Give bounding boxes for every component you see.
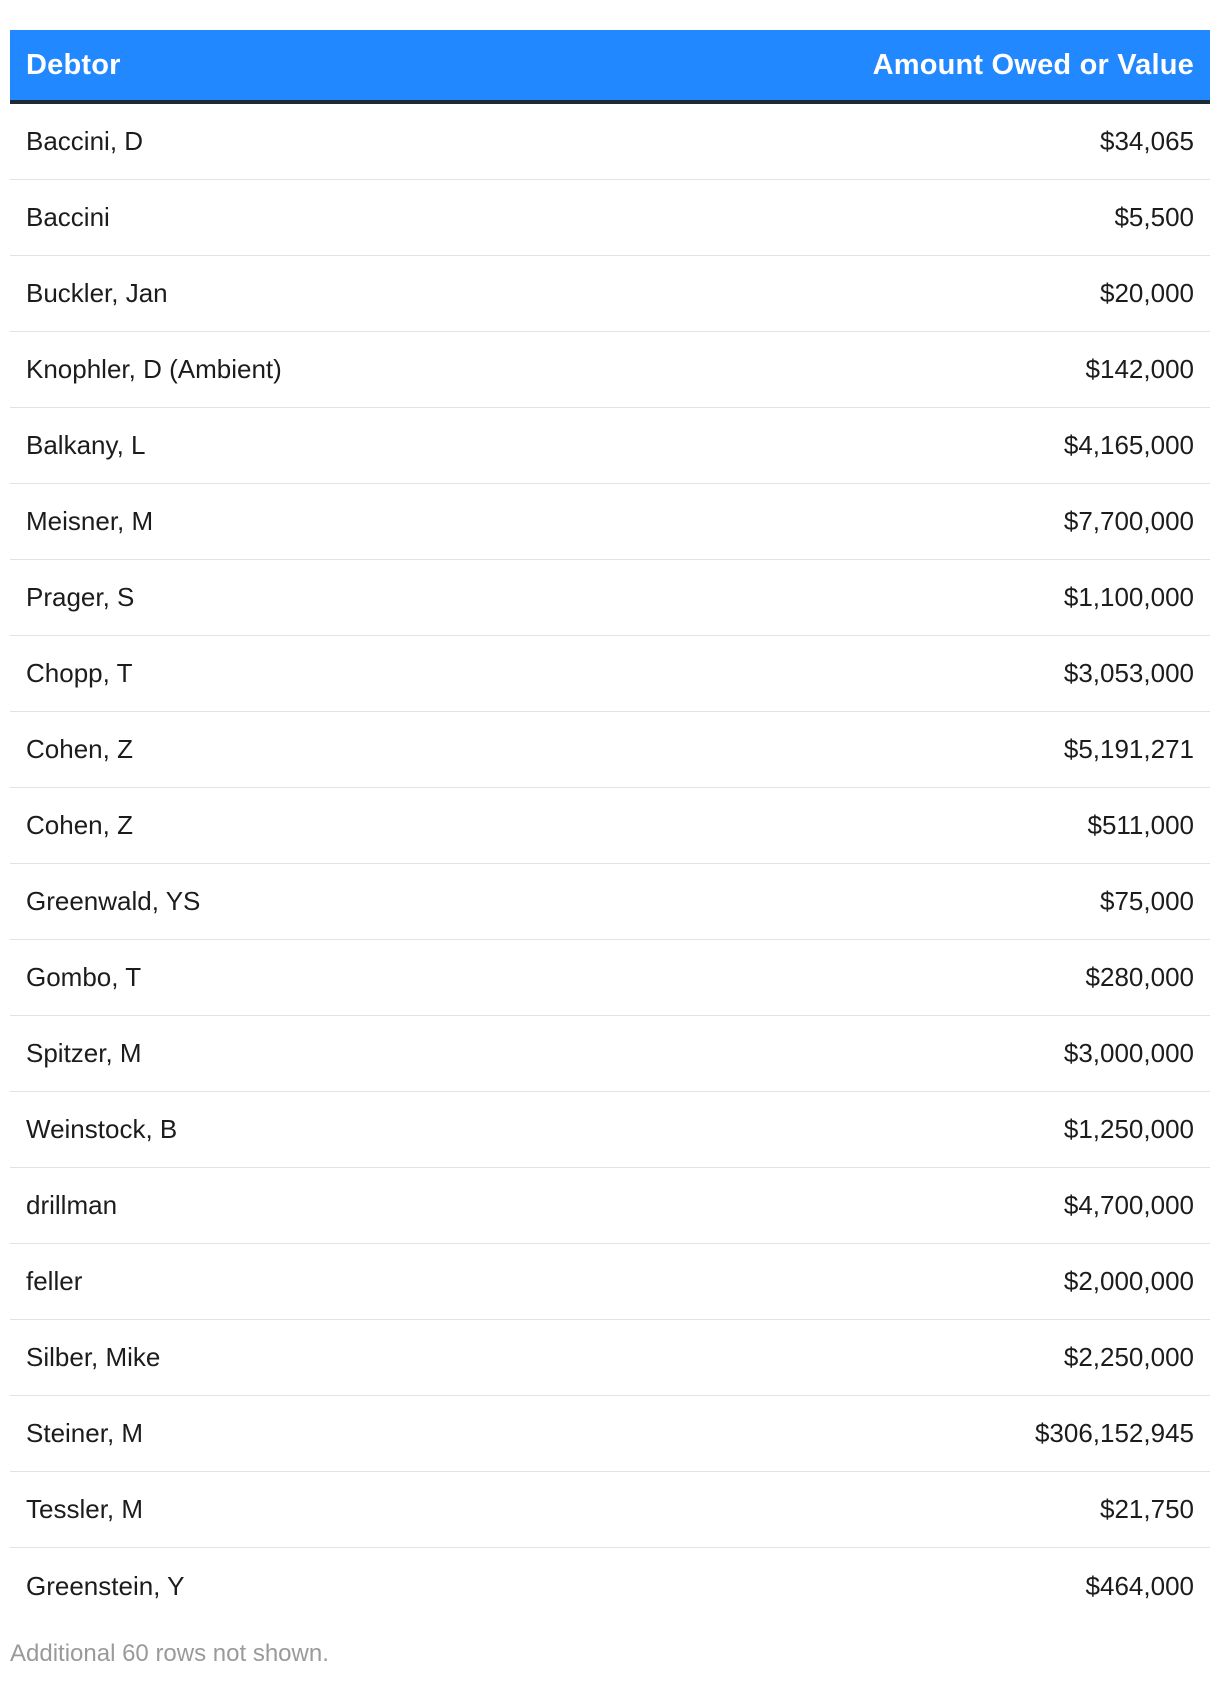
amount-cell: $7,700,000 — [1063, 506, 1194, 536]
amount-cell: $34,065 — [1100, 126, 1194, 156]
table-row — [10, 180, 1210, 256]
debtor-cell: Spitzer, M — [26, 1038, 142, 1068]
amount-cell: $142,000 — [1085, 354, 1194, 384]
amount-cell: $1,250,000 — [1063, 1114, 1194, 1144]
amount-cell: $75,000 — [1100, 886, 1194, 916]
table-row — [10, 940, 1210, 1016]
amount-cell: $5,500 — [1114, 202, 1194, 232]
table-row — [10, 484, 1210, 560]
table-row — [10, 1396, 1210, 1472]
rows-not-shown-note: Additional 60 rows not shown. — [10, 1640, 329, 1667]
amount-cell: $511,000 — [1087, 810, 1194, 840]
table-row — [10, 636, 1210, 712]
debtor-cell: Chopp, T — [26, 658, 133, 688]
table-row — [10, 864, 1210, 940]
amount-cell: $20,000 — [1100, 278, 1194, 308]
debtor-cell: Silber, Mike — [26, 1342, 161, 1372]
debtor-cell: Greenwald, YS — [26, 886, 201, 916]
amount-cell: $4,165,000 — [1063, 430, 1194, 460]
debtor-cell: Weinstock, B — [26, 1114, 178, 1144]
table-row — [10, 1472, 1210, 1548]
debtor-cell: feller — [26, 1266, 83, 1296]
debtor-cell: drillman — [26, 1190, 118, 1220]
table-row — [10, 1168, 1210, 1244]
table-row — [10, 256, 1210, 332]
table-row — [10, 408, 1210, 484]
debtor-cell: Baccini, D — [26, 126, 144, 156]
amount-cell: $306,152,945 — [1034, 1418, 1194, 1448]
amount-cell: $2,000,000 — [1063, 1266, 1194, 1296]
amount-cell: $3,000,000 — [1063, 1038, 1194, 1068]
table-row — [10, 1092, 1210, 1168]
amount-cell: $4,700,000 — [1063, 1190, 1194, 1220]
debtor-cell: Prager, S — [26, 582, 135, 612]
table-row — [10, 1016, 1210, 1092]
amount-cell: $21,750 — [1100, 1494, 1194, 1524]
debtor-table — [10, 30, 1210, 1624]
debtor-cell: Gombo, T — [26, 962, 142, 992]
amount-cell: $5,191,271 — [1063, 734, 1194, 764]
debtor-cell: Balkany, L — [26, 430, 146, 460]
amount-cell: $1,100,000 — [1063, 582, 1194, 612]
table-row — [10, 332, 1210, 408]
table-row — [10, 1320, 1210, 1396]
amount-cell: $2,250,000 — [1063, 1342, 1194, 1372]
table-row — [10, 1244, 1210, 1320]
debtor-cell: Meisner, M — [26, 506, 154, 536]
table-body — [10, 104, 1210, 1624]
column-header-amount[interactable]: Amount Owed or Value — [872, 48, 1194, 81]
table-row — [10, 712, 1210, 788]
amount-cell: $464,000 — [1085, 1570, 1194, 1601]
amount-cell: $3,053,000 — [1063, 658, 1194, 688]
table-row — [10, 560, 1210, 636]
debtor-cell: Steiner, M — [26, 1418, 144, 1448]
debtor-cell: Tessler, M — [26, 1494, 144, 1524]
debtor-cell: Cohen, Z — [26, 734, 133, 764]
amount-cell: $280,000 — [1085, 962, 1194, 992]
debtor-cell: Baccini — [26, 202, 110, 232]
debtor-cell: Buckler, Jan — [26, 278, 168, 308]
debtor-cell: Knophler, D (Ambient) — [26, 354, 282, 384]
table-row — [10, 1548, 1210, 1624]
table-row — [10, 104, 1210, 180]
debtor-cell: Cohen, Z — [26, 810, 133, 840]
column-header-debtor[interactable]: Debtor — [26, 48, 121, 81]
debtor-cell: Greenstein, Y — [26, 1570, 185, 1601]
table-header — [10, 30, 1210, 104]
table-row — [10, 788, 1210, 864]
